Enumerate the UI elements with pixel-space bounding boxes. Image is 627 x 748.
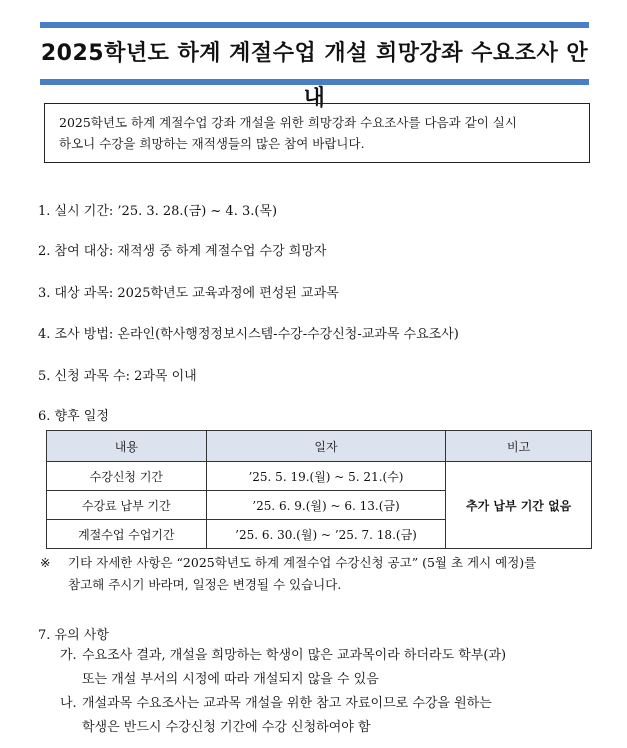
table-header: 일자: [206, 431, 446, 462]
item-count: 5. 신청 과목 수: 2과목 이내: [38, 369, 197, 384]
title-top-rule: [40, 22, 589, 28]
item-method: 4. 조사 방법: 온라인(학사행정정보시스템-수강-수강신청-교과목 수요조사): [38, 327, 459, 342]
table-cell-content: 수강료 납부 기간: [47, 491, 207, 520]
precaution-label: 나.: [60, 696, 77, 711]
precaution-line: 수요조사 결과, 개설을 희망하는 학생이 많은 교과목이라 하더라도 학부(과): [82, 648, 507, 663]
precautions-heading: 7. 유의 사항: [38, 628, 109, 643]
table-cell-date: ’25. 5. 19.(월) ~ 5. 21.(수): [206, 462, 446, 491]
precaution-item: [60, 692, 600, 740]
precaution-item: [60, 644, 600, 692]
item-schedule-heading: 6. 향후 일정: [38, 409, 109, 424]
table-cell-date: ’25. 6. 30.(월) ~ ’25. 7. 18.(금): [206, 520, 446, 549]
item-period: 1. 실시 기간: ’25. 3. 28.(금) ~ 4. 3.(목): [38, 204, 278, 219]
precaution-line: 또는 개설 부서의 시정에 따라 개설되지 않을 수 있음: [82, 672, 379, 687]
title-bottom-rule: [40, 79, 589, 85]
intro-box: [44, 103, 590, 163]
reference-note: [40, 552, 600, 596]
intro-line: 2025학년도 하계 계절수업 강좌 개설을 위한 희망강좌 수요조사를 다음과 같이 실시: [59, 115, 517, 130]
table-header-row: [47, 431, 592, 462]
precaution-line: 개설과목 수요조사는 교과목 개설을 위한 참고 자료이므로 수강을 원하는: [82, 696, 492, 711]
precaution-label: 가.: [60, 648, 77, 663]
table-cell-date: ’25. 6. 9.(월) ~ 6. 13.(금): [206, 491, 446, 520]
precaution-line: 학생은 반드시 수강신청 기간에 수강 신청하여야 함: [82, 720, 371, 735]
table-header: 비고: [446, 431, 592, 462]
note-line: 참고해 주시기 바라며, 일정은 변경될 수 있습니다.: [68, 577, 342, 592]
table-header: 내용: [47, 431, 207, 462]
table-cell-remark: 추가 납부 기간 없음: [446, 462, 592, 549]
table-cell-content: 계절수업 수업기간: [47, 520, 207, 549]
schedule-table: [46, 430, 592, 549]
table-row: [47, 462, 592, 491]
note-mark: ※: [40, 555, 51, 570]
note-line: 기타 자세한 사항은 “2025학년도 하계 계절수업 수강신청 공고” (5월 초 게시 예정)를: [68, 555, 537, 570]
item-target: 2. 참여 대상: 재적생 중 하계 계절수업 수강 희망자: [38, 244, 327, 259]
page-title: 2025학년도 하계 계절수업 개설 희망강좌 수요조사 안내: [40, 41, 589, 111]
intro-line: 하오니 수강을 희망하는 재적생들의 많은 참여 바랍니다.: [59, 136, 365, 151]
table-cell-content: 수강신청 기간: [47, 462, 207, 491]
item-subjects: 3. 대상 과목: 2025학년도 교육과정에 편성된 교과목: [38, 286, 339, 301]
